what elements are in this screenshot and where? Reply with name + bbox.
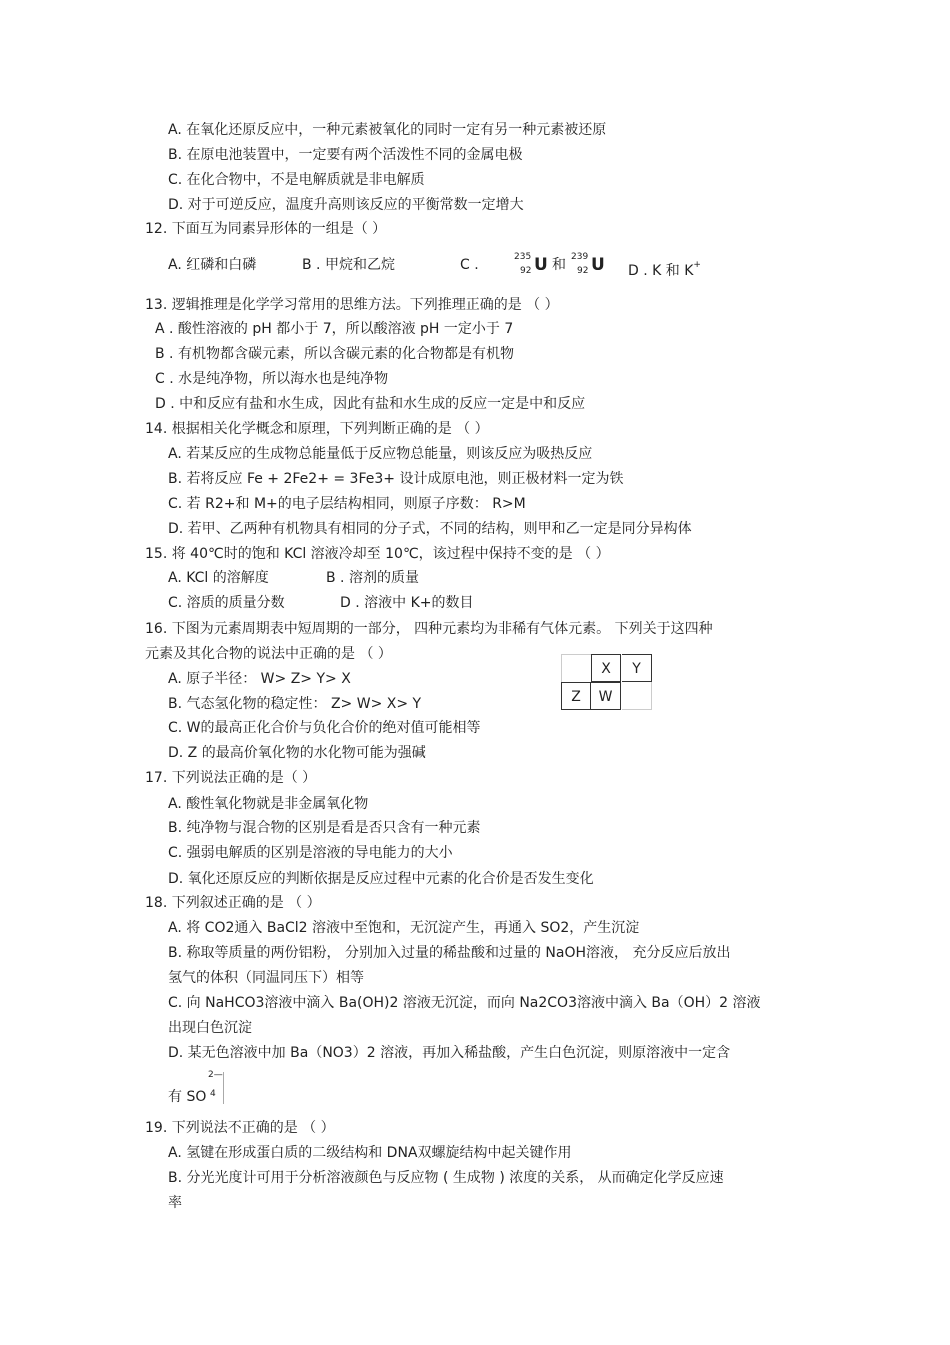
q12-option-d — [628, 256, 701, 280]
q12-isotope-u235 — [514, 252, 550, 278]
q15-option-b: B . 溶剂的质量 — [326, 570, 419, 586]
q12-option-c-label: C . — [460, 257, 479, 273]
isotope-mass-number: 239 — [571, 252, 589, 262]
q13-option-a: A . 酸性溶液的 pH 都小于 7，所以酸溶液 pH 一定小于 7 — [155, 321, 514, 337]
q17-option-a: A. 酸性氧化物就是非金属氧化物 — [168, 796, 369, 812]
q18-option-b-line1: B. 称取等质量的两份铝粉， 分别加入过量的稀盐酸和过量的 NaOH溶液， 充分反应后放出 — [168, 945, 731, 961]
q13-option-c: C . 水是纯净物，所以海水也是纯净物 — [155, 371, 389, 387]
periodic-table-fragment — [561, 654, 654, 711]
q19-option-b-line1: B. 分光光度计可用于分析溶液颜色与反应物 ( 生成物 ) 浓度的关系， 从而确定化学反应速 — [168, 1170, 724, 1186]
table-cell-z: Z — [561, 682, 591, 710]
table-cell-x: X — [591, 654, 621, 682]
q15-option-c: C. 溶质的质量分数 — [168, 595, 285, 611]
q12-option-a: A. 红磷和白磷 — [168, 257, 257, 273]
q12-stem: 12. 下面互为同素异形体的一组是（ ） — [145, 221, 387, 237]
q16-option-b: B. 气态氢化物的稳定性： Z> W> X> Y — [168, 696, 422, 712]
q18-option-d-line1: D. 某无色溶液中加 Ba（NO3）2 溶液，再加入稀盐酸，产生白色沉淀，则原溶液中一定含 — [168, 1045, 731, 1061]
q17-option-d: D. 氧化还原反应的判断依据是反应过程中元素的化合价是否发生变化 — [168, 871, 594, 887]
q19-option-a: A. 氢键在形成蛋白质的二级结构和 DNA双螺旋结构中起关键作用 — [168, 1145, 572, 1161]
q15-option-d: D . 溶液中 K+的数目 — [340, 595, 474, 611]
table-cell-y: Y — [622, 654, 652, 682]
isotope-mass-number: 235 — [514, 252, 532, 262]
q16-option-c: C. W的最高正化合价与负化合价的绝对值可能相等 — [168, 720, 481, 736]
isotope-atomic-number: 92 — [520, 266, 532, 276]
q15-stem: 15. 将 40℃时的饱和 KCl 溶液冷却至 10℃，该过程中保持不变的是 （ ） — [145, 546, 610, 562]
q18-stem: 18. 下列叙述正确的是 （ ） — [145, 895, 321, 911]
isotope-symbol: U — [591, 255, 605, 275]
sulfate-subscript: 4 — [210, 1089, 216, 1099]
table-cell-empty — [561, 654, 591, 682]
q14-option-d: D. 若甲、乙两种有机物具有相同的分子式，不同的结构，则甲和乙一定是同分异构体 — [168, 521, 692, 537]
q12-option-c-and: 和 — [552, 257, 566, 273]
q11-option-c: C. 在化合物中，不是电解质就是非电解质 — [168, 172, 425, 188]
q16-stem-line1: 16. 下图为元素周期表中短周期的一部分， 四种元素均为非稀有气体元素。 下列关于这四种 — [145, 621, 713, 637]
q17-option-c: C. 强弱电解质的区别是溶液的导电能力的大小 — [168, 845, 453, 861]
q18-option-d-line2 — [168, 1070, 248, 1106]
q18-option-c-line1: C. 向 NaHCO3溶液中滴入 Ba(OH)2 溶液无沉淀，而向 Na2CO3溶液中滴入 Ba（OH）2 溶液 — [168, 995, 761, 1011]
cursor-divider — [223, 1072, 224, 1104]
q14-option-c: C. 若 R2+和 M+的电子层结构相同，则原子序数： R>M — [168, 496, 526, 512]
q11-option-b: B. 在原电池装置中，一定要有两个活泼性不同的金属电极 — [168, 147, 523, 163]
q11-option-a: A. 在氧化还原反应中，一种元素被氧化的同时一定有另一种元素被还原 — [168, 122, 607, 138]
table-cell-w: W — [591, 682, 621, 710]
q18-option-a: A. 将 CO2通入 BaCl2 溶液中至饱和，无沉淀产生，再通入 SO2，产生沉淀 — [168, 920, 640, 936]
q16-stem-line2: 元素及其化合物的说法中正确的是 （ ） — [145, 646, 392, 662]
q13-option-b: B . 有机物都含碳元素，所以含碳元素的化合物都是有机物 — [155, 346, 514, 362]
q17-option-b: B. 纯净物与混合物的区别是看是否只含有一种元素 — [168, 820, 481, 836]
q15-option-a: A. KCl 的溶解度 — [168, 570, 269, 586]
q12-option-b: B . 甲烷和乙烷 — [302, 257, 395, 273]
sulfate-prefix: 有 SO — [168, 1089, 207, 1105]
isotope-atomic-number: 92 — [577, 266, 589, 276]
q17-stem: 17. 下列说法正确的是（ ） — [145, 770, 317, 786]
q13-option-d: D . 中和反应有盐和水生成，因此有盐和水生成的反应一定是中和反应 — [155, 396, 586, 412]
q16-option-d: D. Z 的最高价氧化物的水化物可能为强碱 — [168, 745, 426, 761]
q12-option-d-charge: + — [693, 260, 701, 270]
sulfate-charge: 2— — [208, 1070, 223, 1080]
q14-option-a: A. 若某反应的生成物总能量低于反应物总能量，则该反应为吸热反应 — [168, 446, 593, 462]
table-cell-empty — [622, 682, 652, 710]
q18-option-c-line2: 出现白色沉淀 — [168, 1020, 252, 1036]
q18-option-b-line2: 氢气的体积（同温同压下）相等 — [168, 970, 364, 986]
q19-option-b-line2: 率 — [168, 1195, 182, 1211]
q13-stem: 13. 逻辑推理是化学学习常用的思维方法。下列推理正确的是 （ ） — [145, 297, 559, 313]
q12-option-d-text: D . K 和 K — [628, 263, 694, 279]
q16-option-a: A. 原子半径： W> Z> Y> X — [168, 671, 351, 687]
q14-stem: 14. 根据相关化学概念和原理，下列判断正确的是 （ ） — [145, 421, 489, 437]
q12-isotope-u239 — [571, 252, 607, 278]
q11-option-d: D. 对于可逆反应，温度升高则该反应的平衡常数一定增大 — [168, 197, 524, 213]
q14-option-b: B. 若将反应 Fe + 2Fe2+ = 3Fe3+ 设计成原电池，则正极材料一定为铁 — [168, 471, 624, 487]
isotope-symbol: U — [534, 255, 548, 275]
q19-stem: 19. 下列说法不正确的是 （ ） — [145, 1120, 335, 1136]
